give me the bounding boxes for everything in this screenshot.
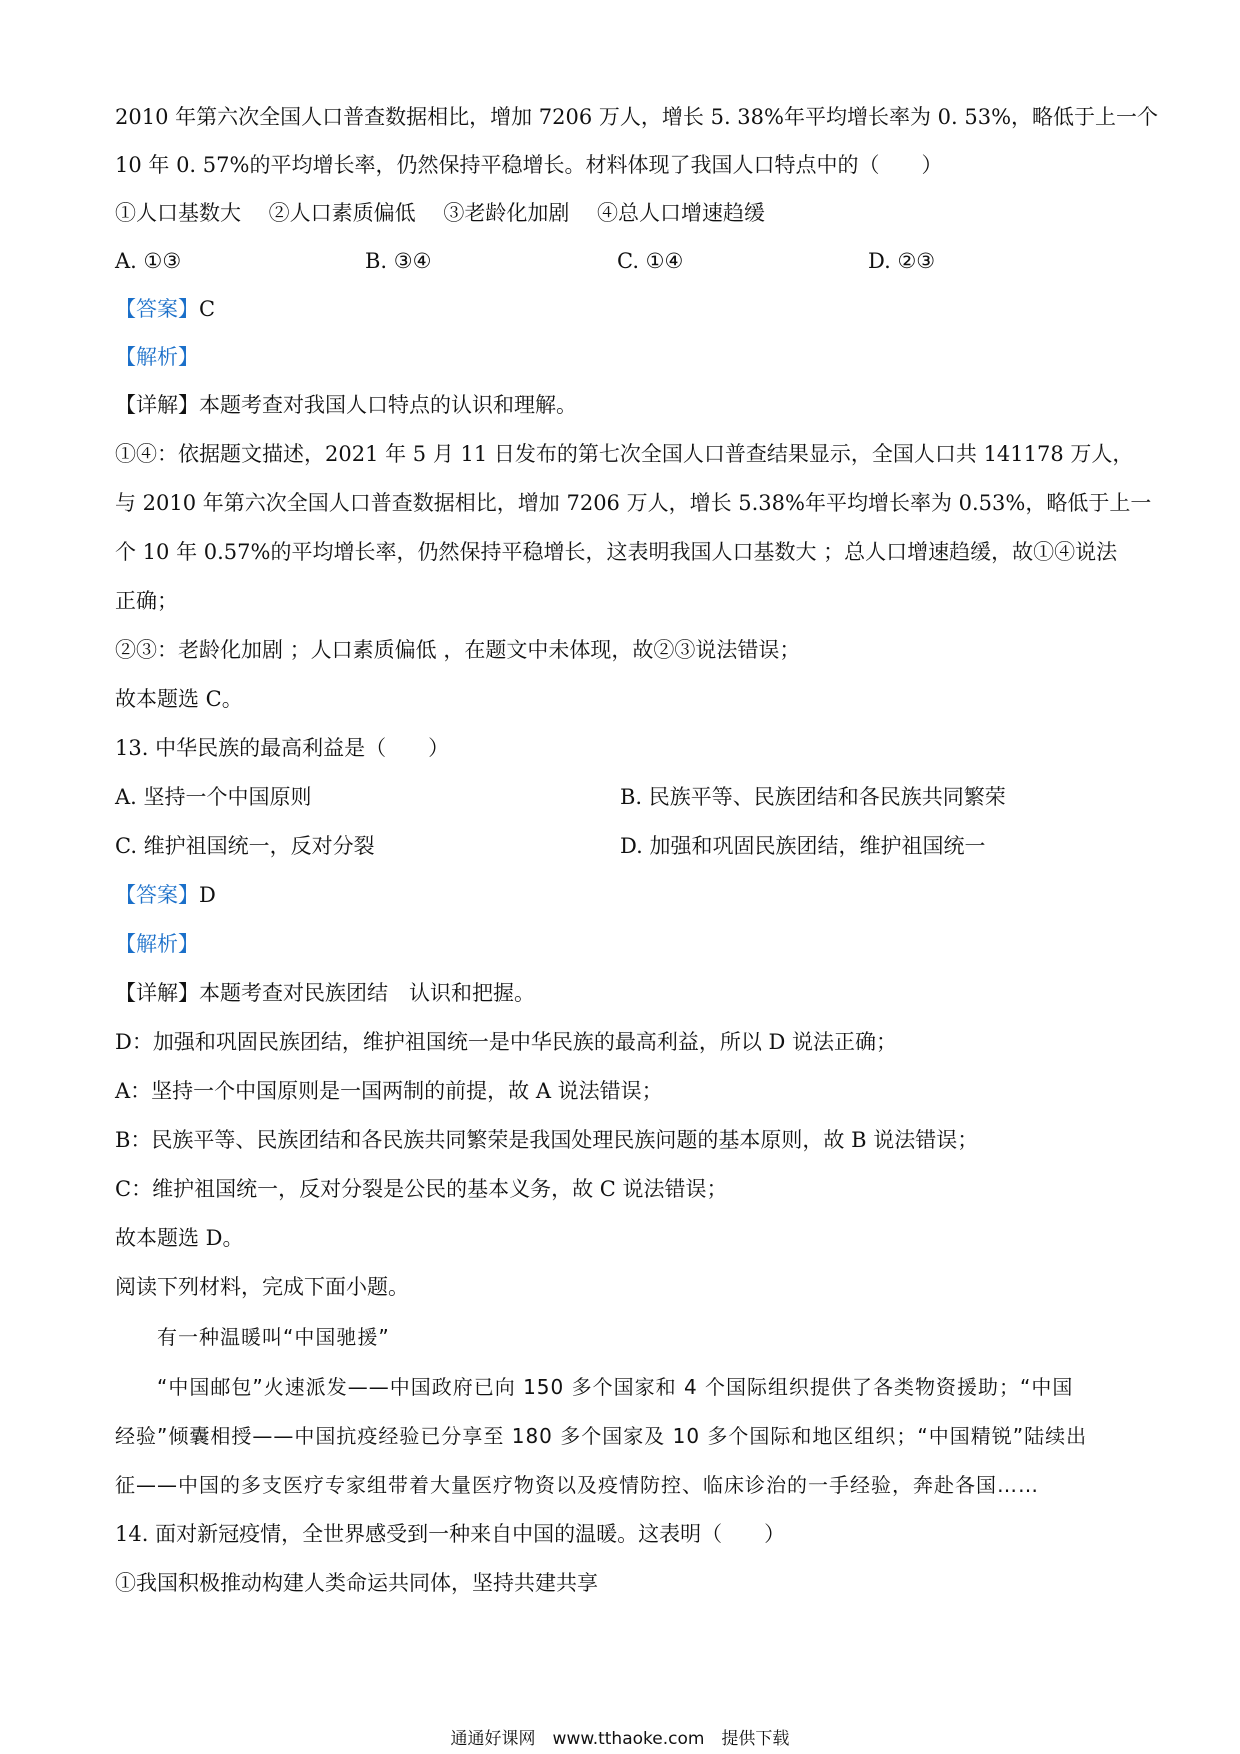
answer-value: D <box>199 883 216 907</box>
q12-option-a: A. ①③ <box>115 249 182 273</box>
q13-detail-line: C：维护祖国统一，反对分裂是公民的基本义务，故 C 说法错误； <box>115 1177 728 1201</box>
material-title: 有一种温暖叫“中国驰援” <box>157 1325 390 1349</box>
q13-detail <box>115 978 535 1008</box>
detail-tag: 【详解】 <box>115 393 199 417</box>
answer-tag: 【答案】 <box>115 883 199 907</box>
q12-detail-line: ②③：老龄化加剧 ；人口素质偏低 ，在题文中未体现，故②③说法错误； <box>115 638 801 662</box>
answer-tag: 【答案】 <box>115 297 199 321</box>
q12-stem-line1: 2010 年第六次全国人口普查数据相比，增加 7206 万人，增长 5. 38%年平均增长率为 0. 53%，略低于上一个 <box>115 105 1159 129</box>
answer-value: C <box>199 297 216 321</box>
q13-option-c: C. 维护祖国统一，反对分裂 <box>115 834 375 858</box>
material-line: “中国邮包”火速派发——中国政府已向 150 多个国家和 4 个国际组织提供了各类物资援助；“中国 <box>157 1375 1074 1399</box>
material-intro: 阅读下列材料，完成下面小题。 <box>115 1275 409 1299</box>
q13-detail-line: B：民族平等、民族团结和各民族共同繁荣是我国处理民族问题的基本原则，故 B 说法错误； <box>115 1128 979 1152</box>
q13-option-d: D. 加强和巩固民族团结，维护祖国统一 <box>620 834 986 858</box>
q12-detail-line: ①④：依据题文描述，2021 年 5 月 11 日发布的第七次全国人口普查结果显示，全国人口共 141178 万人， <box>115 442 1134 466</box>
page-footer: 通通好课网 www.tthaoke.com 提供下载 <box>450 1729 790 1749</box>
q13-answer <box>115 880 216 910</box>
q13-analysis-tag: 【解析】 <box>115 932 199 956</box>
q14-stem: 14. 面对新冠疫情，全世界感受到一种来自中国的温暖。这表明（ ） <box>115 1522 786 1546</box>
q13-option-b: B. 民族平等、民族团结和各民族共同繁荣 <box>620 785 1006 809</box>
q13-option-a: A. 坚持一个中国原则 <box>115 785 312 809</box>
q12-option-d: D. ②③ <box>868 249 936 273</box>
q12-option-b: B. ③④ <box>365 249 432 273</box>
q12-analysis-tag: 【解析】 <box>115 345 199 369</box>
q12-detail <box>115 390 577 420</box>
material-line: 征——中国的多支医疗专家组带着大量医疗物资以及疫情防控、临床诊治的一手经验，奔赴各国…… <box>115 1473 1039 1497</box>
q12-option-c: C. ①④ <box>617 249 684 273</box>
q12-answer <box>115 294 215 324</box>
q13-stem: 13. 中华民族的最高利益是（ ） <box>115 736 450 760</box>
q12-detail-line: 与 2010 年第六次全国人口普查数据相比，增加 7206 万人，增长 5.38%年平均增长率为 0.53%，略低于上一 <box>115 491 1152 515</box>
q12-items: ①人口基数大 ②人口素质偏低 ③老龄化加剧 ④总人口增速趋缓 <box>115 201 766 225</box>
q12-detail-line: 正确； <box>115 589 178 613</box>
q13-detail-line: 故本题选 D。 <box>115 1226 244 1250</box>
q14-item-1: ①我国积极推动构建人类命运共同体，坚持共建共享 <box>115 1571 598 1595</box>
q13-detail-line: D：加强和巩固民族团结，维护祖国统一是中华民族的最高利益，所以 D 说法正确； <box>115 1030 898 1054</box>
detail-intro: 本题考查对我国人口特点的认识和理解。 <box>199 393 577 417</box>
material-line: 经验”倾囊相授——中国抗疫经验已分享至 180 多个国家及 10 多个国际和地区组织；“中国精锐”陆续出 <box>115 1424 1088 1448</box>
q12-detail-line: 个 10 年 0.57%的平均增长率，仍然保持平稳增长，这表明我国人口基数大 ；总人口增速趋缓，故①④说法 <box>115 540 1118 564</box>
detail-tag: 【详解】 <box>115 981 199 1005</box>
q12-detail-line: 故本题选 C。 <box>115 687 243 711</box>
q12-stem-line2: 10 年 0. 57%的平均增长率，仍然保持平稳增长。材料体现了我国人口特点中的（ ） <box>115 153 943 177</box>
detail-intro: 本题考查对民族团结 认识和把握。 <box>199 981 535 1005</box>
q13-detail-line: A：坚持一个中国原则是一国两制的前提，故 A 说法错误； <box>115 1079 663 1103</box>
